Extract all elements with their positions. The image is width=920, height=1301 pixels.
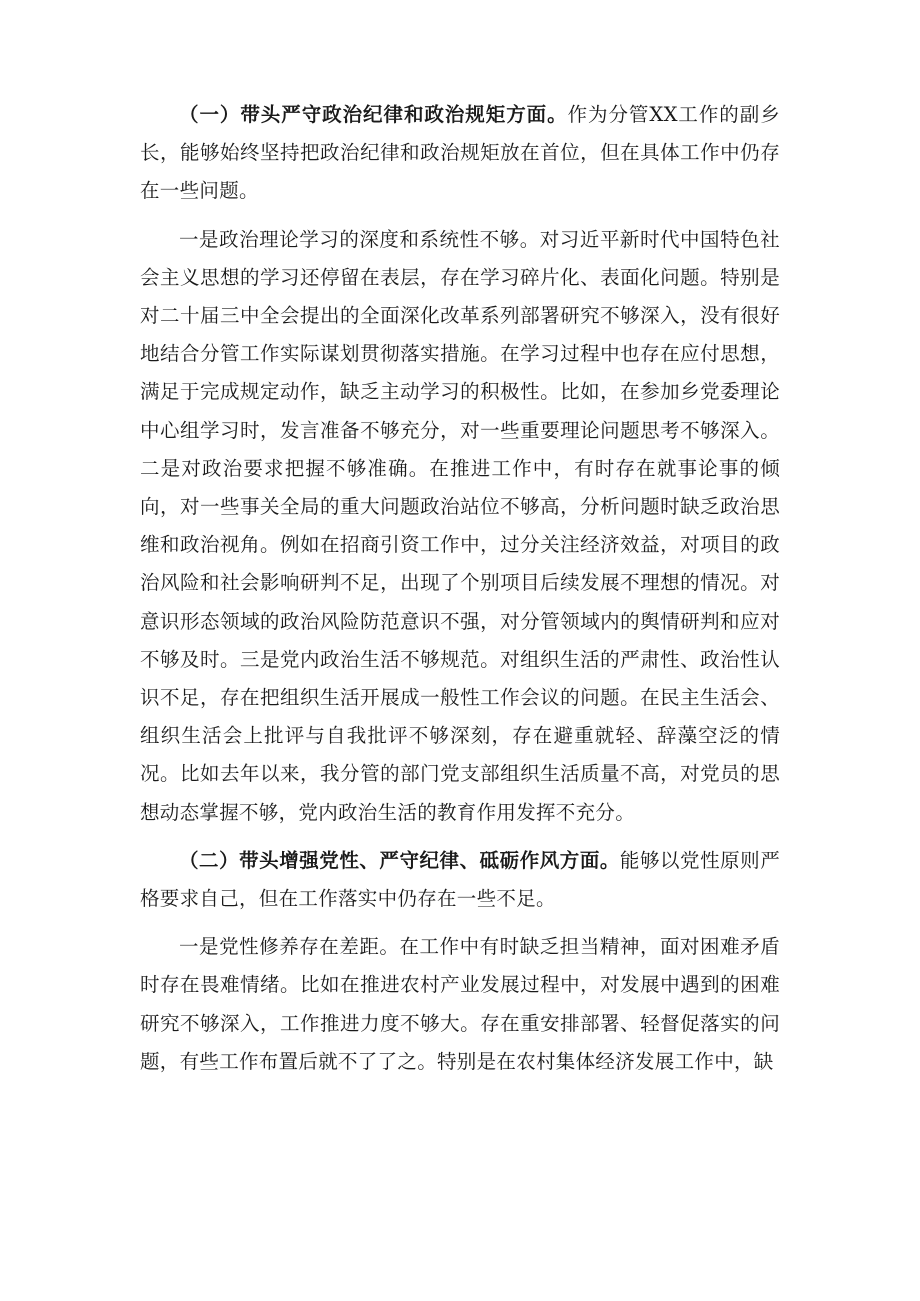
section-one-intro-text: 作为分管XX工作的副乡长，能够始终坚持把政治纪律和政治规矩放在首位，但在具体工作中仍存在一些问题。 bbox=[140, 103, 780, 203]
document-page bbox=[140, 96, 780, 1081]
paragraph-section-two-intro bbox=[140, 842, 780, 918]
section-one-body-text: 一是政治理论学习的深度和系统性不够。对习近平新时代中国特色社会主义思想的学习还停留在表层，存在学习碎片化、表面化问题。特别是对二十届三中全会提出的全面深化改革系列部署研究不够深入，没有很好地结合分管工作实际谋划贯彻落实措施。在学习过程中也存在应付思想，满足于完成规定动作，缺乏主动学习的积极性。比如，在参加乡党委理论中心组学习时，发言准备不够充分，对一些重要理论问题思考不够深入。二是对政治要求把握不够准确。在推进工作中，有时存在就事论事的倾向，对一些事关全局的重大问题政治站位不够高，分析问题时缺乏政治思维和政治视角。例如在招商引资工作中，过分关注经济效益，对项目的政治风险和社会影响研判不足，出现了个别项目后续发展不理想的情况。对意识形态领域的政治风险防范意识不强，对分管领域内的舆情研判和应对不够及时。三是党内政治生活不够规范。对组织生活的严肃性、政治性认识不足，存在把组织生活开展成一般性工作会议的问题。在民主生活会、组织生活会上批评与自我批评不够深刻，存在避重就轻、辞藻空泛的情况。比如去年以来，我分管的部门党支部组织生活质量不高，对党员的思想动态掌握不够，党内政治生活的教育作用发挥不充分。 bbox=[140, 227, 780, 824]
paragraph-section-one-body bbox=[140, 221, 780, 832]
section-two-body-text: 一是党性修养存在差距。在工作中有时缺乏担当精神，面对困难矛盾时存在畏难情绪。比如在推进农村产业发展过程中，对发展中遇到的困难研究不够深入，工作推进力度不够大。存在重安排部署、轻督促落实的问题，有些工作布置后就不了了之。特别是在农村集体经济发展工作中，缺 bbox=[140, 935, 780, 1073]
section-two-heading: （二）带头增强党性、严守纪律、砥砺作风方面。 bbox=[179, 848, 620, 872]
section-two-intro-text: 能够以党性原则严格要求自己，但在工作落实中仍存在一些不足。 bbox=[140, 848, 780, 911]
section-one-heading: （一）带头严守政治纪律和政治规矩方面。 bbox=[179, 103, 568, 126]
paragraph-section-two-body bbox=[140, 928, 780, 1081]
paragraph-section-one-intro bbox=[140, 96, 780, 211]
